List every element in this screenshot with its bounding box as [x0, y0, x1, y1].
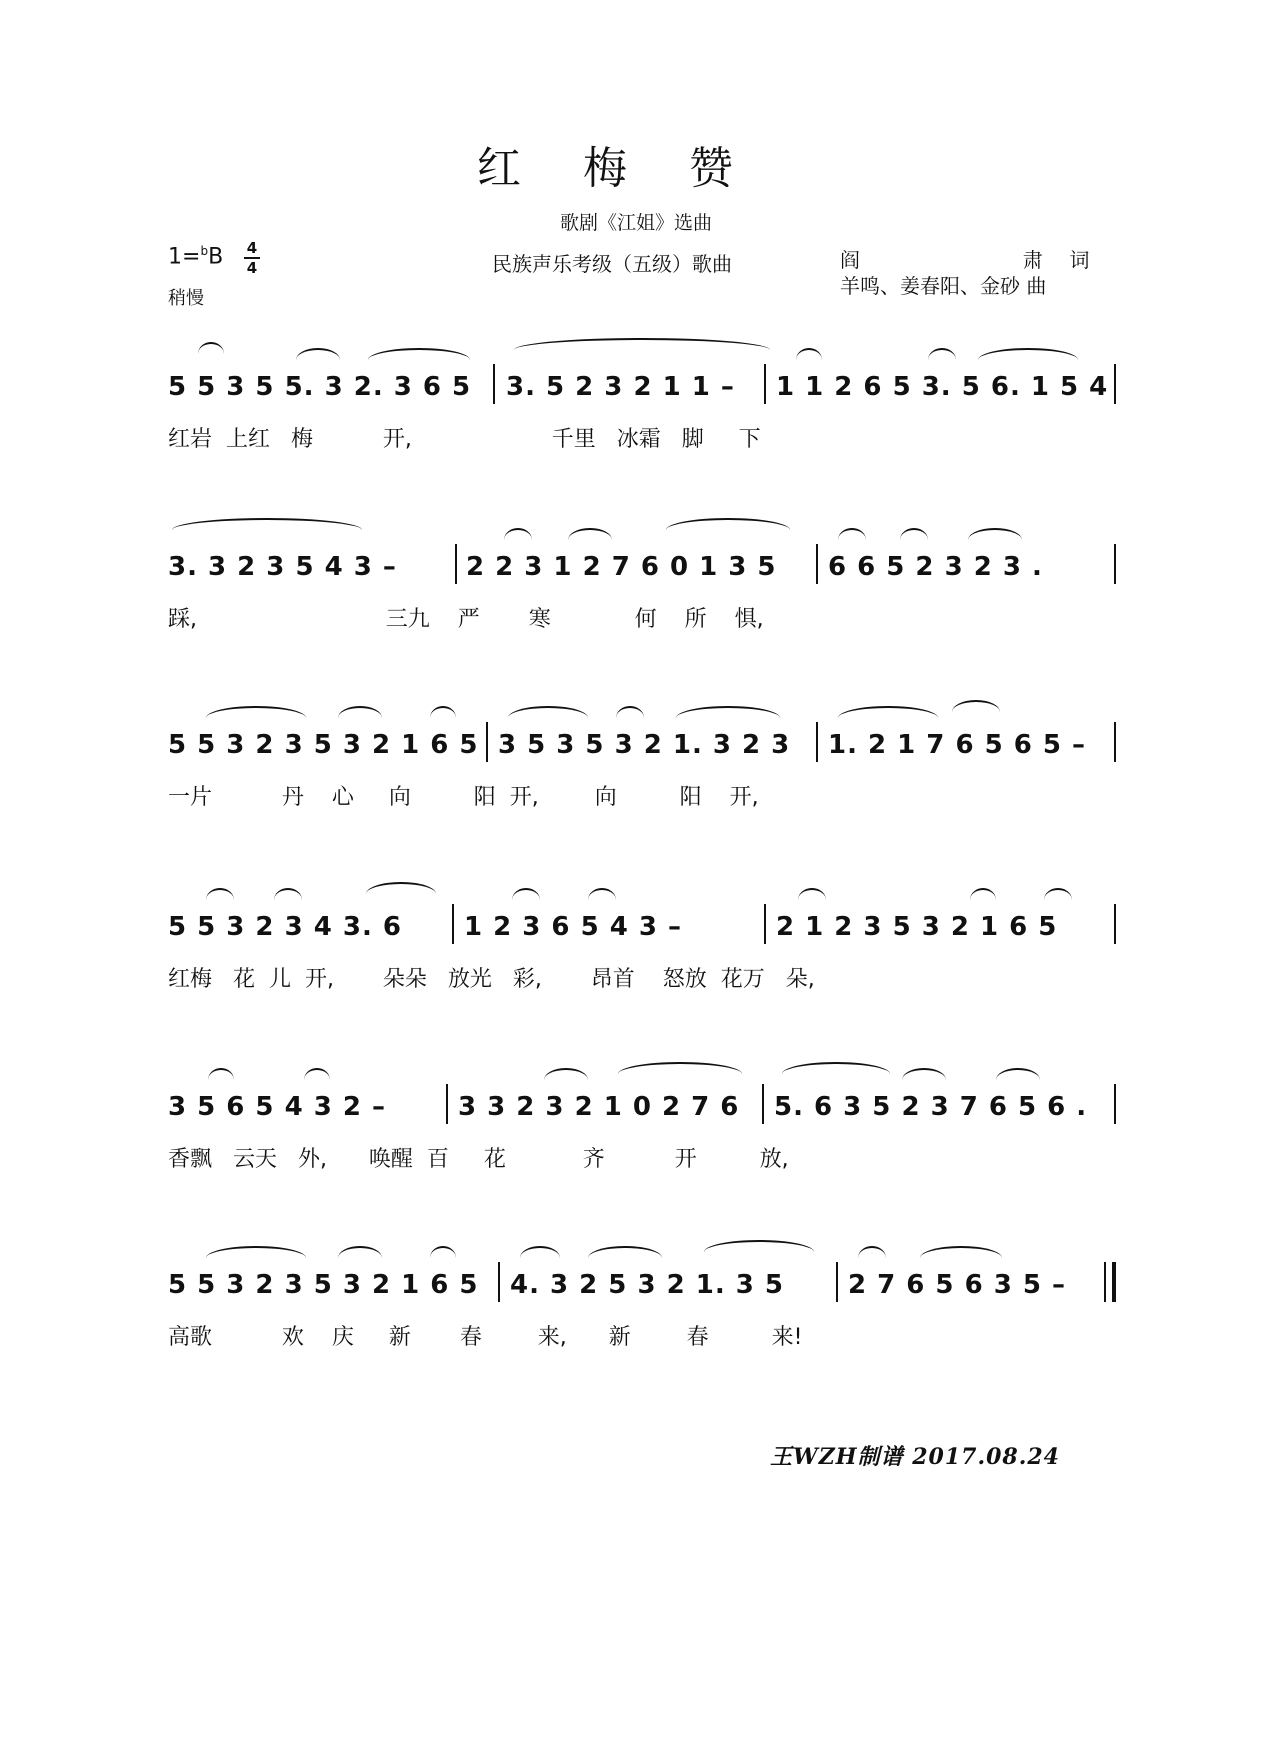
measure: 5 5 3 2 3 4 3. 6 — [168, 912, 402, 942]
song-title: 红梅赞 — [477, 143, 795, 194]
tempo-marking: 稍慢 — [168, 288, 204, 309]
measure: 3 5 6 5 4 3 2 – — [168, 1092, 386, 1122]
key-flat: b — [200, 244, 209, 258]
key-signature — [168, 244, 223, 269]
lyrics-line: 高歌 欢 庆 新 春 来, 新 春 来! — [168, 1325, 803, 1350]
series-label: 民族声乐考级（五级）歌曲 — [492, 252, 732, 276]
measure: 1 1 2 6 5 3. 5 6. 1 5 4 — [776, 372, 1109, 402]
lyrics-line: 红梅 花 儿 开, 朵朵 放光 彩, 昂首 怒放 花万 朵, — [168, 967, 815, 992]
time-signature — [244, 240, 260, 276]
lyricist-credit — [840, 244, 1090, 273]
key-prefix: 1= — [168, 244, 201, 270]
measure: 4. 3 2 5 3 2 1. 3 5 — [510, 1270, 784, 1300]
lyricist-role: 词 — [1069, 248, 1090, 272]
measure: 1. 2 1 7 6 5 6 5 – — [828, 730, 1087, 760]
measure: 3 3 2 3 2 1 0 2 7 6 — [458, 1092, 740, 1122]
measure: 2 7 6 5 6 3 5 – — [848, 1270, 1066, 1300]
lyrics-line: 踩, 三九 严 寒 何 所 惧, — [168, 607, 764, 632]
lyrics-line: 香飘 云天 外, 唤醒 百 花 齐 开 放, — [168, 1147, 789, 1172]
measure: 5. 6 3 5 2 3 7 6 5 6 . — [774, 1092, 1088, 1122]
measure: 3. 5 2 3 2 1 1 – — [506, 372, 735, 402]
composer-credit: 羊鸣、姜春阳、金砂 曲 — [840, 274, 1047, 298]
measure: 2 1 2 3 5 3 2 1 6 5 — [776, 912, 1058, 942]
measure: 6 6 5 2 3 2 3 . — [828, 552, 1043, 582]
measure: 3. 3 2 3 5 4 3 – — [168, 552, 397, 582]
song-subtitle: 歌剧《江姐》选曲 — [559, 212, 712, 234]
measure: 2 2 3 1 2 7 6 0 1 3 5 — [466, 552, 777, 582]
lyrics-line: 一片 丹 心 向 阳 开, 向 阳 开, — [168, 785, 759, 810]
measure: 3 5 3 5 3 2 1. 3 2 3 — [498, 730, 791, 760]
measure: 5 5 3 2 3 5 3 2 1 6 5 — [168, 730, 479, 760]
lyrics-line: 红岩 上红 梅 开, 千里 冰霜 脚 下 — [168, 427, 761, 452]
measure: 1 2 3 6 5 4 3 – — [464, 912, 682, 942]
lyricist-name2: 肃 — [1022, 248, 1043, 272]
lyricist-name: 阎 — [840, 248, 860, 272]
measure: 5 5 3 2 3 5 3 2 1 6 5 — [168, 1270, 479, 1300]
transcriber-credit: 王WZH制谱 2017.08.24 — [770, 1444, 1060, 1470]
key-note: B — [208, 244, 224, 270]
measure: 5 5 3 5 5. 3 2. 3 6 5 — [168, 372, 472, 402]
time-top: 4 — [246, 239, 258, 257]
time-bottom: 4 — [246, 259, 258, 277]
